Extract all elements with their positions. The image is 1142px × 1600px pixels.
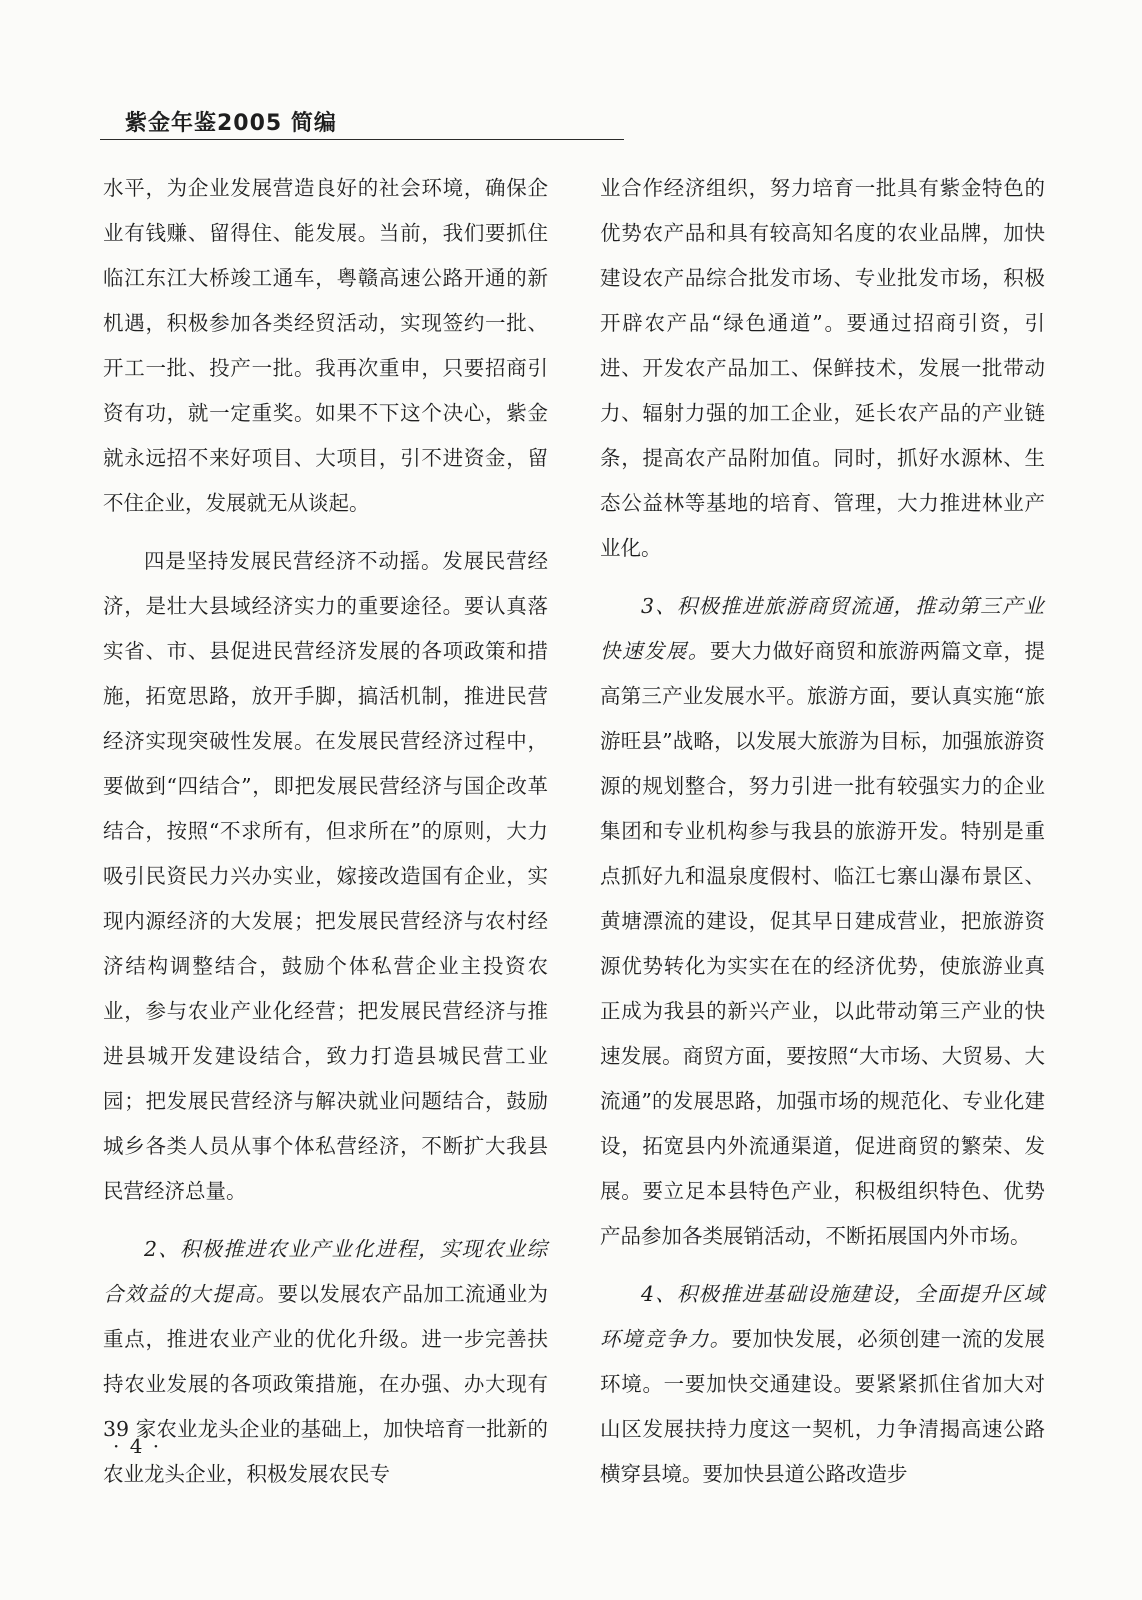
- section-lead: 3、积极推进旅游商贸流通，推动第三产业快速发展。: [600, 594, 1045, 663]
- paragraph: [103, 1227, 548, 1497]
- page-number: · 4 ·: [113, 1434, 162, 1458]
- running-header-title: 紫金年鉴2005 简编: [125, 111, 337, 136]
- section-body: 要大力做好商贸和旅游两篇文章，提高第三产业发展水平。旅游方面，要认真实施“旅游旺县”战略，以发展大旅游为目标，加强旅游资源的规划整合，努力引进一批有较强实力的企业集团和专业机构参与我县的旅游开发。特别是重点抓好九和温泉度假村、临江七寨山瀑布景区、黄塘漂流的建设，促其早日建成营业，把旅游资源优势转化为实实在在的经济优势，使旅游业真正成为我县的新兴产业，以此带动第三产业的快速发展。商贸方面，要按照“大市场、大贸易、大流通”的发展思路，加强市场的规范化、专业化建设，拓宽县内外流通渠道，促进商贸的繁荣、发展。要立足本县特色产业，积极组织特色、优势产品参加各类展销活动，不断拓展国内外市场。: [600, 639, 1045, 1248]
- right-column: [600, 166, 1045, 1510]
- section-body: 要以发展农产品加工流通业为重点，推进农业产业的优化升级。进一步完善扶持农业发展的各项政策措施，在办强、办大现有 39 家农业龙头企业的基础上，加快培育一批新的农业龙头企业，积极发展农民专: [103, 1282, 549, 1486]
- paragraph: 水平，为企业发展营造良好的社会环境，确保企业有钱赚、留得住、能发展。当前，我们要抓住临江东江大桥竣工通车，粤赣高速公路开通的新机遇，积极参加各类经贸活动，实现签约一批、开工一批、投产一批。我再次重申，只要招商引资有功，就一定重奖。如果不下这个决心，紫金就永远招不来好项目、大项目，引不进资金，留不住企业，发展就无从谈起。: [103, 176, 548, 515]
- paragraph: [600, 1272, 1045, 1497]
- section-body: 要加快发展，必须创建一流的发展环境。一要加快交通建设。要紧紧抓住省加大对山区发展扶持力度这一契机，力争清揭高速公路横穿县境。要加快县道公路改造步: [600, 1327, 1046, 1486]
- left-column: [103, 166, 548, 1510]
- paragraph: [600, 584, 1045, 1259]
- paragraph: 四是坚持发展民营经济不动摇。发展民营经济，是壮大县域经济实力的重要途径。要认真落实省、市、县促进民营经济发展的各项政策和措施，拓宽思路，放开手脚，搞活机制，推进民营经济实现突破性发展。在发展民营经济过程中，要做到“四结合”，即把发展民营经济与国企改革结合，按照“不求所有，但求所在”的原则，大力吸引民资民力兴办实业，嫁接改造国有企业，实现内源经济的大发展；把发展民营经济与农村经济结构调整结合，鼓励个体私营企业主投资农业，参与农业产业化经营；把发展民营经济与推进县城开发建设结合，致力打造县城民营工业园；把发展民营经济与解决就业问题结合，鼓励城乡各类人员从事个体私营经济，不断扩大我县民营经济总量。: [103, 549, 548, 1203]
- section-lead: 4、积极推进基础设施建设，全面提升区域环境竞争力。: [600, 1282, 1045, 1351]
- section-lead: 2、积极推进农业产业化进程，实现农业综合效益的大提高。: [103, 1237, 548, 1306]
- header-rule: [100, 139, 624, 140]
- paragraph: 业合作经济组织，努力培育一批具有紫金特色的优势农产品和具有较高知名度的农业品牌，加快建设农产品综合批发市场、专业批发市场，积极开辟农产品“绿色通道”。要通过招商引资，引进、开发农产品加工、保鲜技术，发展一批带动力、辐射力强的加工企业，延长农产品的产业链条，提高农产品附加值。同时，抓好水源林、生态公益林等基地的培育、管理，大力推进林业产业化。: [600, 176, 1045, 560]
